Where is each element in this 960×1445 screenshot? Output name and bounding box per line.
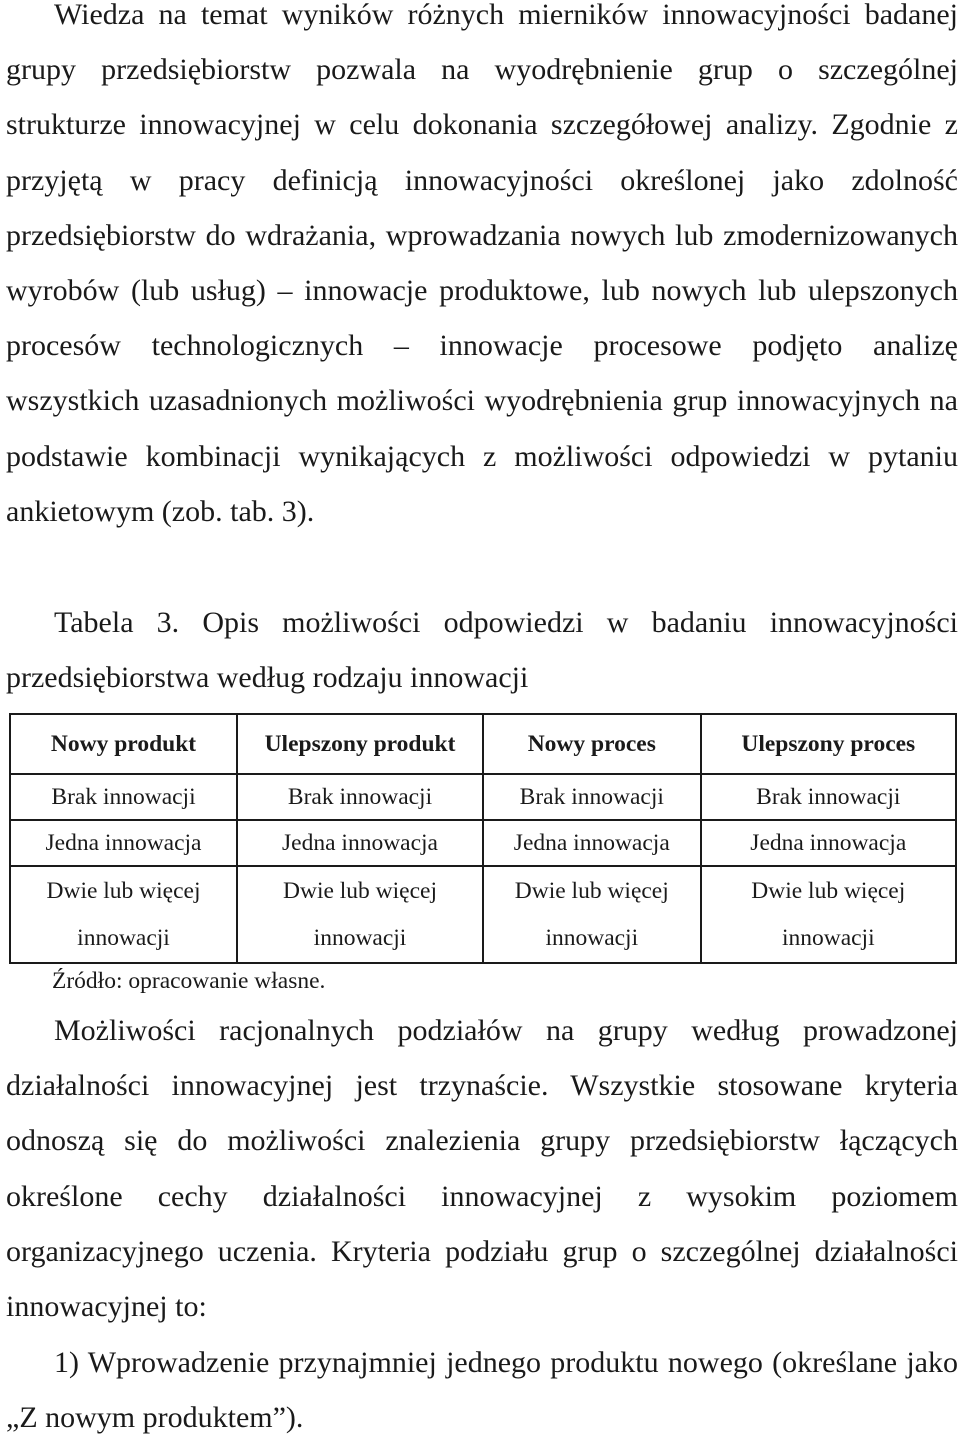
- innovation-options-table: [9, 713, 957, 964]
- table-caption: Tabela 3. Opis możliwości odpowiedzi w badaniu innowacyjności przedsiębiorstwa według rodzaju innowacji: [6, 606, 958, 695]
- table-cell: Jedna innowacja: [237, 820, 483, 866]
- intro-paragraph: Wiedza na temat wyników różnych mierników innowacyjności badanej grupy przedsiębiorstw pozwala na wyodrębnienie grup o szczególnej strukturze innowacyjnej w celu dokonania szczegółowej analizy. Zgodnie z przyjętą w pracy definicją innowacyjności określonej jako zdolność przedsiębiorstw do wdrażania, wprowadzania nowych lub zmodernizowanych wyrobów (lub usług) – innowacje produktowe, lub nowych lub ulepszonych procesów technologicznych – innowacje procesowe podjęto analizę wszystkich uzasadnionych możliwości wyodrębnienia grup innowacyjnych na podstawie kombinacji wynikających z możliwości odpowiedzi w pytaniu ankietowym (zob. tab. 3).: [6, 0, 958, 528]
- table-cell: Dwie lub więcej innowacji: [701, 866, 956, 963]
- header-improved-process: Ulepszony proces: [701, 714, 956, 774]
- table-row: [10, 866, 956, 963]
- table-cell: Jedna innowacja: [483, 820, 701, 866]
- table-cell: Jedna innowacja: [701, 820, 956, 866]
- criteria-paragraph: Możliwości racjonalnych podziałów na grupy według prowadzonej działalności innowacyjnej jest trzynaście. Wszystkie stosowane kryteria odnoszą się do możliwości znalezienia grupy przedsiębiorstw łączących określone cechy działalności innowacyjnej z wysokim poziomem organizacyjnego uczenia. Kryteria podziału grup o szczególnej działalności innowacyjnej to:: [6, 1014, 958, 1324]
- header-new-process: Nowy proces: [483, 714, 701, 774]
- table-row: [10, 774, 956, 820]
- table-cell: Brak innowacji: [237, 774, 483, 820]
- table-cell: Brak innowacji: [10, 774, 237, 820]
- table-cell: Dwie lub więcej innowacji: [237, 866, 483, 963]
- table-source-note: Źródło: opracowanie własne.: [52, 968, 326, 994]
- list-item: 1) Wprowadzenie przynajmniej jednego produktu nowego (określane jako „Z nowym produktem”).: [6, 1346, 958, 1435]
- header-improved-product: Ulepszony produkt: [237, 714, 483, 774]
- table-header-row: [10, 714, 956, 774]
- header-new-product: Nowy produkt: [10, 714, 237, 774]
- table-row: [10, 820, 956, 866]
- table-cell: Dwie lub więcej innowacji: [483, 866, 701, 963]
- table-cell: Brak innowacji: [701, 774, 956, 820]
- table-cell: Jedna innowacja: [10, 820, 237, 866]
- table-cell: Brak innowacji: [483, 774, 701, 820]
- table-cell: Dwie lub więcej innowacji: [10, 866, 237, 963]
